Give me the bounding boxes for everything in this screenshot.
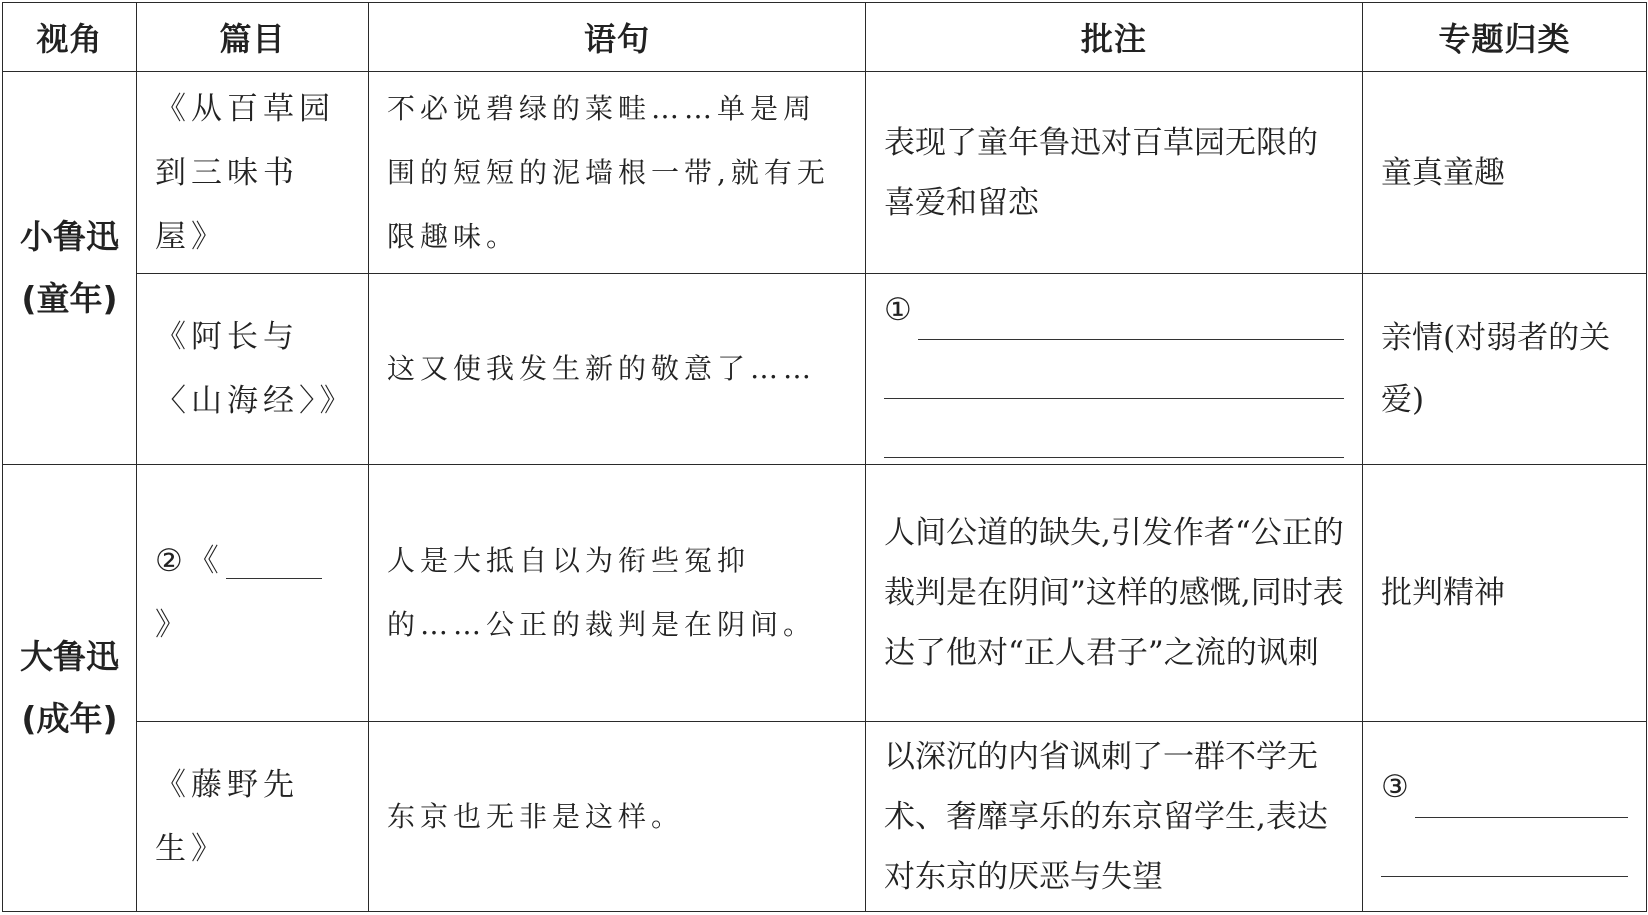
topic-cell: 批判精神 — [1363, 464, 1647, 722]
table-row — [3, 274, 1647, 465]
table-row — [3, 72, 1647, 274]
view-cell-adulthood — [3, 464, 137, 911]
quote-cell: 不必说碧绿的菜畦……单是周围的短短的泥墙根一带,就有无限趣味。 — [369, 72, 866, 274]
annotation-table — [2, 2, 1647, 912]
title-cell: 《藤野先生》 — [137, 722, 369, 912]
note-cell: 以深沉的内省讽刺了一群不学无术、奢靡享乐的东京留学生,表达对东京的厌恶与失望 — [866, 722, 1363, 912]
header-row — [3, 3, 1647, 72]
answer-blank-1c[interactable] — [884, 399, 1344, 458]
view-cell-childhood — [3, 72, 137, 465]
quote-cell: 人是大抵自以为衔些冤抑的……公正的裁判是在阴间。 — [369, 464, 866, 722]
quote-cell: 这又使我发生新的敬意了…… — [369, 274, 866, 465]
table-row — [3, 722, 1647, 912]
answer-blank-1a[interactable] — [918, 281, 1344, 340]
blank-marker-2: ② — [155, 543, 188, 580]
blank-marker-1: ① — [884, 291, 912, 328]
header-title: 篇目 — [137, 3, 369, 72]
header-quote: 语句 — [369, 3, 866, 72]
quote-cell: 东京也无非是这样。 — [369, 722, 866, 912]
header-topic: 专题归类 — [1363, 3, 1647, 72]
title-cell: 《从百草园到三味书屋》 — [137, 72, 369, 274]
title-cell-blank — [137, 464, 369, 722]
note-cell-blank — [866, 274, 1363, 465]
title-open-bracket: 《 — [187, 543, 224, 580]
view-sublabel: (童年) — [21, 278, 118, 318]
answer-blank-1b[interactable] — [884, 340, 1344, 399]
header-view: 视角 — [3, 3, 137, 72]
view-sublabel: (成年) — [21, 698, 118, 738]
topic-cell: 童真童趣 — [1363, 72, 1647, 274]
note-cell: 表现了童年鲁迅对百草园无限的喜爱和留恋 — [866, 72, 1363, 274]
view-label: 大鲁迅 — [20, 636, 119, 676]
answer-blank-2[interactable] — [226, 546, 322, 579]
answer-blank-3b[interactable] — [1381, 818, 1628, 877]
header-note: 批注 — [866, 3, 1363, 72]
topic-cell-blank — [1363, 722, 1647, 912]
table-row — [3, 464, 1647, 722]
answer-blank-3a[interactable] — [1415, 759, 1628, 818]
note-cell: 人间公道的缺失,引发作者“公正的裁判是在阴间”这样的感慨,同时表达了他对“正人君子”之流的讽刺 — [866, 464, 1363, 722]
annotation-table-sheet — [2, 2, 1646, 912]
title-close-bracket: 》 — [155, 607, 191, 644]
view-label: 小鲁迅 — [20, 216, 119, 256]
topic-cell: 亲情(对弱者的关爱) — [1363, 274, 1647, 465]
title-cell: 《阿长与〈山海经〉》 — [137, 274, 369, 465]
blank-marker-3: ③ — [1381, 769, 1409, 806]
